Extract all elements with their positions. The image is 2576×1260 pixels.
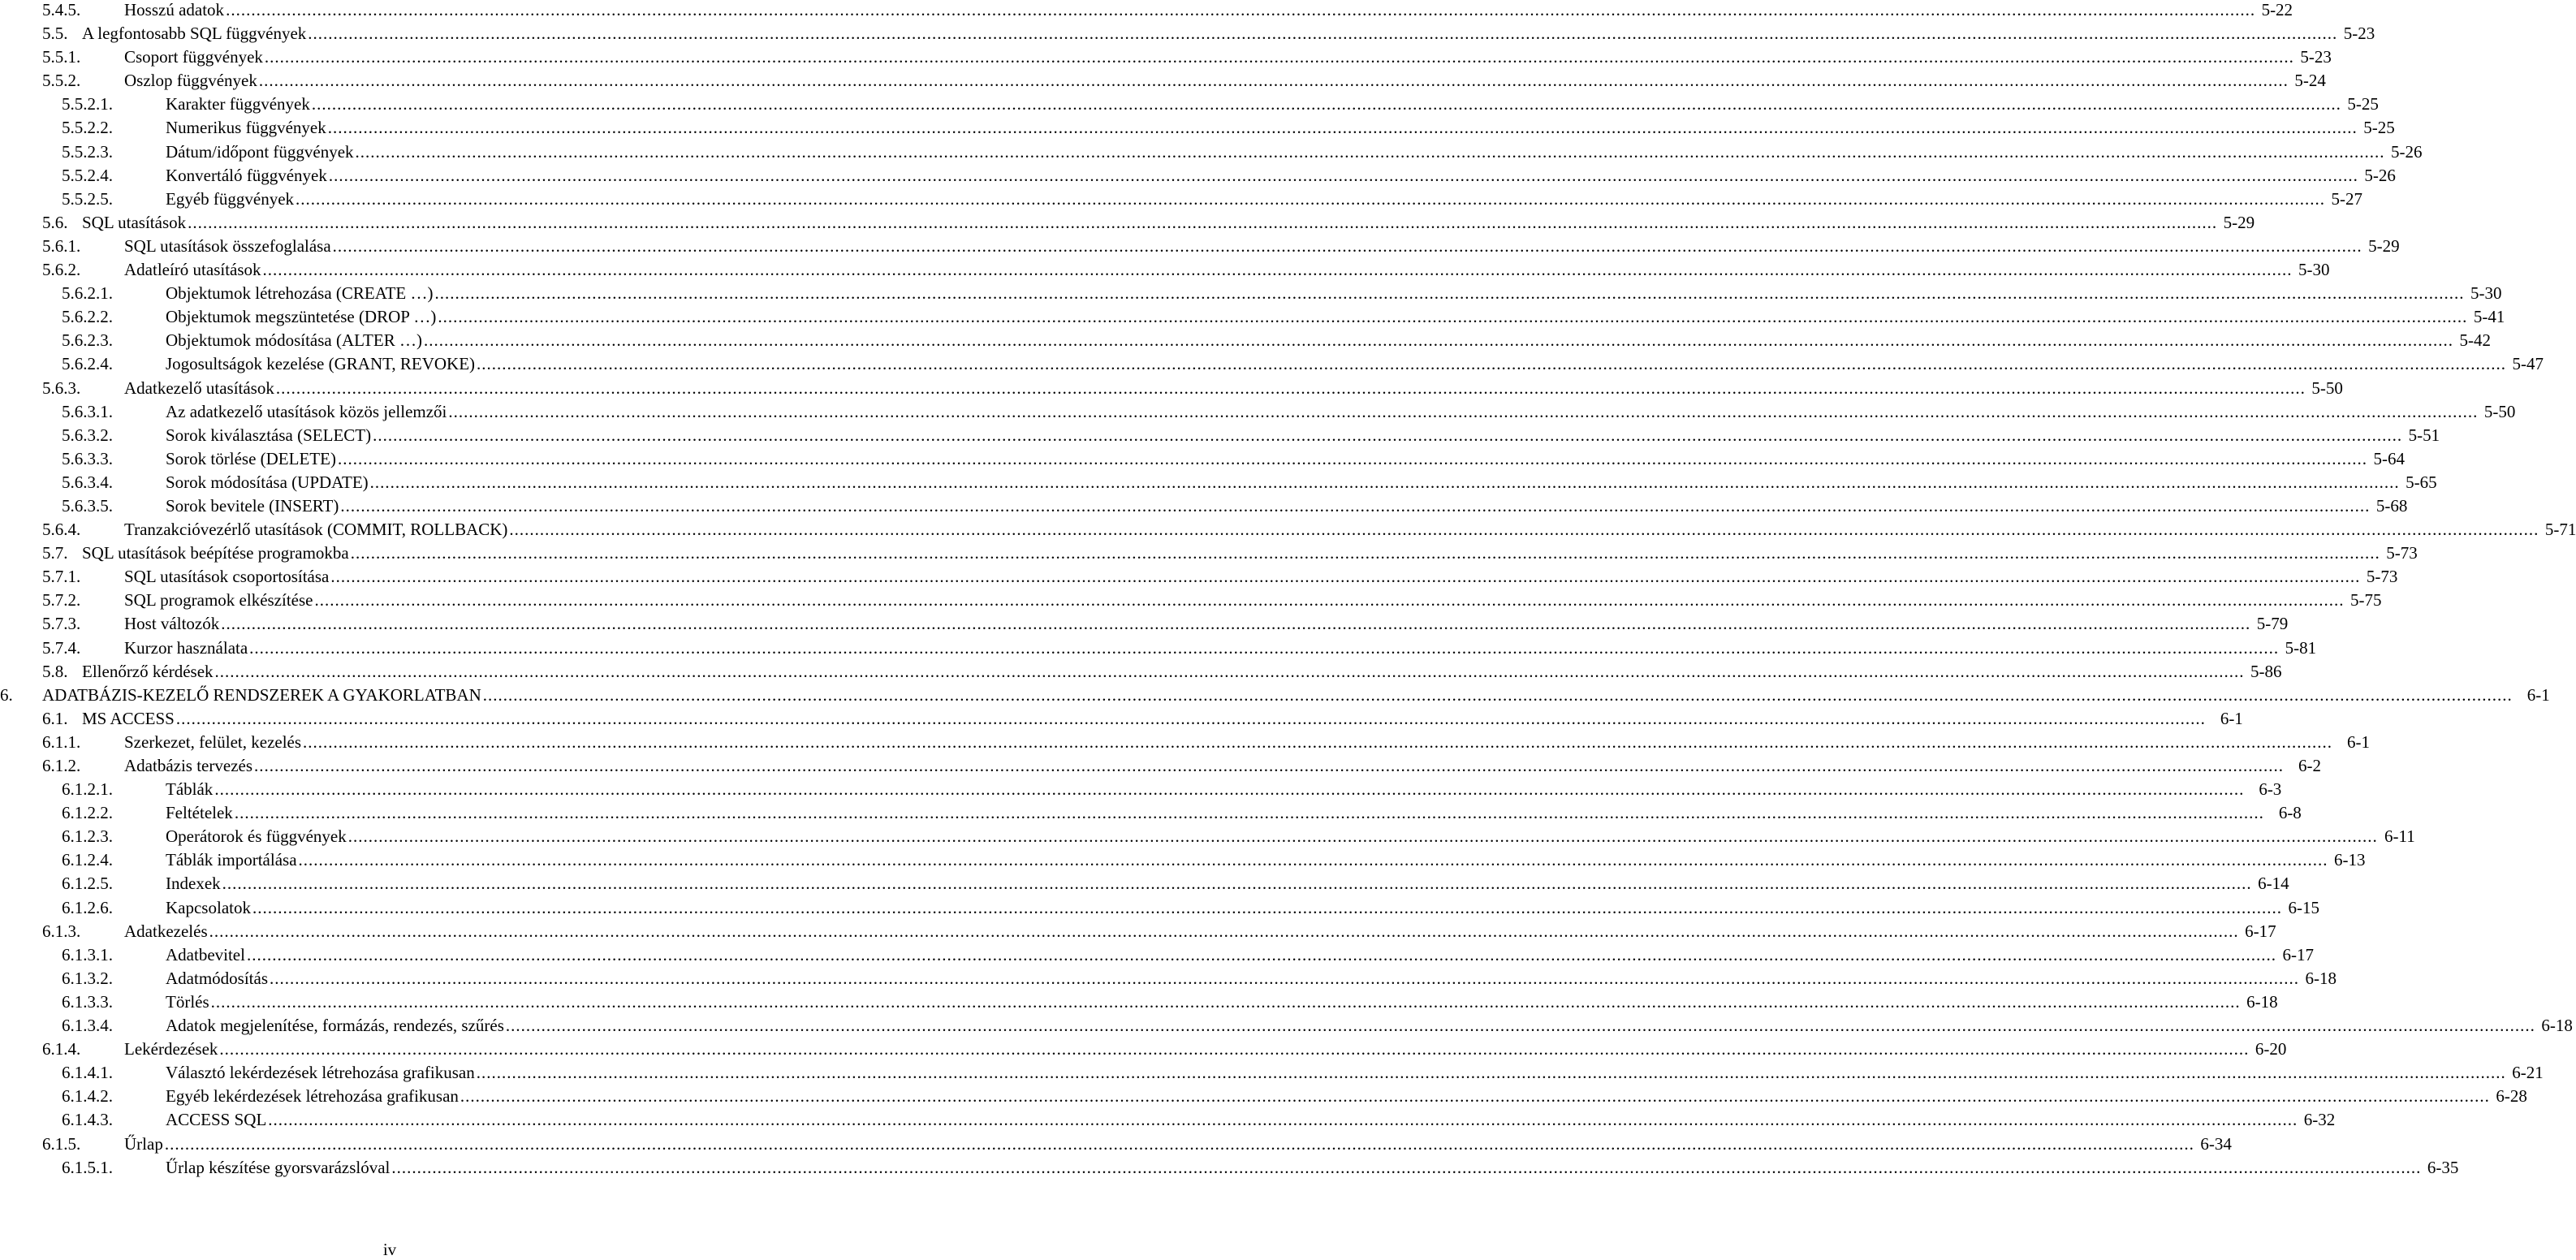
toc-entry-title: ACCESS SQL <box>166 1110 267 1130</box>
toc-entry-page: 6-15 <box>2288 897 2319 917</box>
toc-entry-number: 6.1.1. <box>42 731 81 752</box>
toc-entry[interactable] <box>0 141 2423 166</box>
toc-entry-page: 5-25 <box>2363 118 2395 138</box>
toc-entry-title: Adatkezelés <box>124 921 208 941</box>
dot-leader: ................................................................................................................................................................................................................................................................................................................................................................................................................ <box>270 968 2299 988</box>
toc-entry[interactable] <box>0 661 2282 685</box>
toc-entry-number: 5.6.3.3. <box>62 448 113 468</box>
toc-entry-number: 5.5.2.1. <box>62 94 113 114</box>
toc-entry-title: Operátorok és függvények <box>166 826 347 847</box>
toc-entry-page: 6-17 <box>2245 921 2276 941</box>
toc-entry[interactable] <box>0 921 2276 945</box>
dot-leader: ................................................................................................................................................................................................................................................................................................................................................................................................................ <box>275 378 2306 398</box>
toc-entry-title: Táblák importálása <box>166 850 297 870</box>
toc-entry[interactable] <box>0 543 2418 567</box>
toc-entry-title: Adatbevitel <box>166 944 245 964</box>
dot-leader: ................................................................................................................................................................................................................................................................................................................................................................................................................ <box>222 874 2252 894</box>
toc-entry-number: 6.1.3.3. <box>62 991 113 1012</box>
dot-leader: ................................................................................................................................................................................................................................................................................................................................................................................................................ <box>434 283 2465 304</box>
toc-entry[interactable] <box>0 330 2491 354</box>
toc-entry-title: Objektumok megszüntetése (DROP …) <box>166 307 437 327</box>
toc-entry[interactable] <box>0 756 2322 779</box>
toc-entry-number: 6.1.5.1. <box>62 1157 113 1177</box>
toc-entry-number: 6.1.4.2. <box>62 1086 113 1107</box>
toc-entry-number: 5.6.3. <box>42 378 81 398</box>
dot-leader: ................................................................................................................................................................................................................................................................................................................................................................................................................ <box>188 212 2218 232</box>
toc-entry-title: Hosszú adatok <box>124 0 225 19</box>
dot-leader: ................................................................................................................................................................................................................................................................................................................................................................................................................ <box>347 826 2378 847</box>
toc-entry-title: Törlés <box>166 991 209 1012</box>
toc-entry-page: 6-18 <box>2541 1016 2573 1036</box>
toc-entry-title: Űrlap <box>124 1133 163 1154</box>
toc-entry-page: 6-14 <box>2258 874 2289 894</box>
toc-entry-page: 5-22 <box>2261 0 2293 19</box>
toc-entry-page: 5-51 <box>2408 425 2440 445</box>
toc-entry-page: 6-1 <box>2220 708 2243 728</box>
toc-entry-page: 6-34 <box>2200 1133 2232 1154</box>
toc-entry-title: Konvertáló függvények <box>166 165 327 185</box>
toc-entry-number: 6.1. <box>42 708 68 728</box>
toc-entry-title: Az adatkezelő utasítások közös jellemzői <box>166 401 447 421</box>
dot-leader: ................................................................................................................................................................................................................................................................................................................................................................................................................ <box>234 803 2264 823</box>
dot-leader: ................................................................................................................................................................................................................................................................................................................................................................................................................ <box>448 401 2479 421</box>
toc-entry[interactable] <box>0 354 2544 378</box>
dot-leader: ................................................................................................................................................................................................................................................................................................................................................................................................................ <box>505 1016 2535 1036</box>
toc-entry-title: Karakter függvények <box>166 94 310 114</box>
toc-entry-title: Választó lekérdezések létrehozása grafikusan <box>166 1063 475 1083</box>
toc-entry-number: 5.5.2. <box>42 71 81 91</box>
toc-entry-number: 6.1.3.2. <box>62 968 113 988</box>
toc-entry-page: 6-2 <box>2298 756 2322 775</box>
toc-entry-number: 6.1.4.1. <box>62 1063 113 1083</box>
dot-leader: ................................................................................................................................................................................................................................................................................................................................................................................................................ <box>460 1086 2490 1107</box>
toc-entry-page: 5-71 <box>2544 520 2576 540</box>
toc-entry-title: Kapcsolatok <box>166 897 251 917</box>
toc-entry-number: 5.6.2.1. <box>62 283 113 304</box>
dot-leader: ................................................................................................................................................................................................................................................................................................................................................................................................................ <box>252 897 2282 917</box>
toc-entry[interactable] <box>0 24 2375 47</box>
toc-entry-number: 6.1.2.2. <box>62 803 113 823</box>
toc-entry[interactable] <box>0 520 2576 543</box>
toc-entry-number: 5.6.3.2. <box>62 425 113 445</box>
toc-entry-page: 6-1 <box>2347 731 2371 752</box>
toc-entry[interactable] <box>0 0 2293 24</box>
toc-entry-page: 6-32 <box>2303 1110 2336 1130</box>
dot-leader: ................................................................................................................................................................................................................................................................................................................................................................................................................ <box>369 472 2400 492</box>
toc-entry-page: 5-47 <box>2512 354 2544 374</box>
dot-leader: ................................................................................................................................................................................................................................................................................................................................................................................................................ <box>438 307 2468 327</box>
toc-entry-title: SQL utasítások összefoglalása <box>124 235 331 256</box>
toc-entry-title: Adatmódosítás <box>166 968 268 988</box>
toc-entry-title: Adatkezelő utasítások <box>124 378 274 398</box>
dot-leader: ................................................................................................................................................................................................................................................................................................................................................................................................................ <box>391 1157 2422 1177</box>
dot-leader: ................................................................................................................................................................................................................................................................................................................................................................................................................ <box>328 165 2358 185</box>
toc-entry-title: SQL programok elkészítése <box>124 590 313 611</box>
dot-leader: ................................................................................................................................................................................................................................................................................................................................................................................................................ <box>337 448 2367 468</box>
toc-entry-page: 5-29 <box>2223 212 2255 232</box>
toc-entry-page: 6-1 <box>2526 684 2550 705</box>
toc-entry-title: SQL utasítások beépítése programokba <box>82 543 349 563</box>
toc-entry-number: 5.6.2.2. <box>62 307 113 327</box>
toc-entry-title: Feltételek <box>166 803 233 823</box>
toc-entry-number: 5.6.3.4. <box>62 472 113 492</box>
toc-entry-page: 5-25 <box>2347 94 2379 114</box>
toc-entry-number: 5.7.3. <box>42 614 81 634</box>
dot-leader: ................................................................................................................................................................................................................................................................................................................................................................................................................ <box>246 944 2276 964</box>
toc-entry-number: 6.1.3. <box>42 921 81 941</box>
toc-entry[interactable] <box>0 1133 2232 1158</box>
dot-leader: ................................................................................................................................................................................................................................................................................................................................................................................................................ <box>314 590 2345 611</box>
toc-entry[interactable] <box>0 495 2408 520</box>
toc-entry-page: 5-30 <box>2470 283 2502 304</box>
dot-leader: ................................................................................................................................................................................................................................................................................................................................................................................................................ <box>476 1063 2506 1083</box>
toc-entry[interactable] <box>0 378 2343 402</box>
toc-entry-title: A legfontosabb SQL függvények <box>82 24 307 44</box>
toc-entry-page: 5-41 <box>2473 307 2505 327</box>
toc-entry-number: 5.6.3.5. <box>62 495 113 516</box>
toc-entry[interactable] <box>0 118 2395 141</box>
toc-entry[interactable] <box>0 260 2330 283</box>
toc-entry[interactable] <box>0 1157 2459 1181</box>
dot-leader: ................................................................................................................................................................................................................................................................................................................................................................................................................ <box>332 235 2362 256</box>
toc-entry-title: Oszlop függvények <box>124 71 257 91</box>
toc-entry[interactable] <box>0 212 2255 236</box>
toc-entry-page: 6-18 <box>2246 991 2278 1012</box>
dot-leader: ................................................................................................................................................................................................................................................................................................................................................................................................................ <box>214 661 2245 681</box>
toc-entry-title: Sorok kiválasztása (SELECT) <box>166 425 372 445</box>
toc-entry[interactable] <box>0 307 2505 330</box>
toc-entry-title: Lekérdezések <box>124 1039 218 1059</box>
toc-entry[interactable] <box>0 614 2289 637</box>
toc-entry-page: 6-21 <box>2512 1063 2544 1083</box>
dot-leader: ................................................................................................................................................................................................................................................................................................................................................................................................................ <box>308 24 2338 44</box>
toc-entry-number: 5.7. <box>42 543 68 563</box>
toc-entry-number: 5.7.2. <box>42 590 81 611</box>
toc-entry[interactable] <box>0 637 2317 662</box>
toc-entry-page: 5-75 <box>2350 590 2382 611</box>
toc-entry[interactable] <box>0 803 2302 826</box>
dot-leader: ................................................................................................................................................................................................................................................................................................................................................................................................................ <box>509 520 2539 540</box>
toc-entry-title: Sorok törlése (DELETE) <box>166 448 336 468</box>
toc-entry[interactable] <box>0 425 2440 449</box>
toc-entry-page: 5-81 <box>2285 637 2317 658</box>
toc-entry-number: 6.1.3.1. <box>62 944 113 964</box>
dot-leader: ................................................................................................................................................................................................................................................................................................................................................................................................................ <box>268 1110 2298 1130</box>
toc-entry-title: Tranzakcióvezérlő utasítások (COMMIT, ROLLBACK) <box>124 520 508 540</box>
toc-entry[interactable] <box>0 874 2289 897</box>
toc-entry-page: 6-28 <box>2496 1086 2527 1107</box>
toc-entry-page: 5-86 <box>2250 661 2282 681</box>
toc-entry-page: 6-13 <box>2334 850 2366 870</box>
toc-entry[interactable] <box>0 897 2319 921</box>
toc-entry-title: Egyéb lekérdezések létrehozása grafikusan <box>166 1086 459 1107</box>
dot-leader: ................................................................................................................................................................................................................................................................................................................................................................................................................ <box>350 543 2380 563</box>
dot-leader: ................................................................................................................................................................................................................................................................................................................................................................................................................ <box>164 1133 2194 1154</box>
dot-leader: ................................................................................................................................................................................................................................................................................................................................................................................................................ <box>258 71 2289 91</box>
dot-leader: ................................................................................................................................................................................................................................................................................................................................................................................................................ <box>477 354 2507 374</box>
toc-entry-page: 5-50 <box>2311 378 2343 398</box>
toc-entry[interactable] <box>0 684 2550 709</box>
dot-leader: ................................................................................................................................................................................................................................................................................................................................................................................................................ <box>355 141 2385 162</box>
toc-entry[interactable] <box>0 1039 2287 1063</box>
toc-entry-title: SQL utasítások csoportosítása <box>124 567 330 587</box>
toc-entry-page: 6-18 <box>2305 968 2337 988</box>
toc-entry[interactable] <box>0 1110 2336 1133</box>
toc-entry[interactable] <box>0 731 2371 756</box>
toc-entry[interactable] <box>0 235 2400 260</box>
toc-entry-number: 5.5.2.2. <box>62 118 113 138</box>
toc-entry-number: 6.1.4.3. <box>62 1110 113 1130</box>
toc-entry-page: 5-79 <box>2256 614 2289 634</box>
toc-entry-number: 6.1.2.6. <box>62 897 113 917</box>
toc-entry-title: Sorok bevitele (INSERT) <box>166 495 339 516</box>
toc-entry-title: Indexek <box>166 874 221 894</box>
toc-entry-page: 6-8 <box>2278 803 2302 823</box>
dot-leader: ................................................................................................................................................................................................................................................................................................................................................................................................................ <box>249 637 2280 658</box>
toc-entry-title: Adatok megjelenítése, formázás, rendezés, szűrés <box>166 1016 504 1036</box>
toc-entry-number: 6. <box>0 684 13 705</box>
toc-entry-page: 5-23 <box>2300 47 2332 67</box>
dot-leader: ................................................................................................................................................................................................................................................................................................................................................................................................................ <box>311 94 2341 114</box>
toc-entry[interactable] <box>0 1016 2573 1039</box>
dot-leader: ................................................................................................................................................................................................................................................................................................................................................................................................................ <box>264 47 2294 67</box>
toc-entry[interactable] <box>0 47 2332 71</box>
toc-entry-number: 5.5.2.4. <box>62 165 113 185</box>
dot-leader: ................................................................................................................................................................................................................................................................................................................................................................................................................ <box>423 330 2453 351</box>
toc-entry-page: 5-42 <box>2459 330 2491 351</box>
dot-leader: ................................................................................................................................................................................................................................................................................................................................................................................................................ <box>214 779 2245 800</box>
toc-entry-number: 6.1.2. <box>42 756 81 775</box>
toc-entry-page: 6-35 <box>2427 1157 2459 1177</box>
toc-entry[interactable] <box>0 1086 2527 1110</box>
toc-entry-page: 6-20 <box>2255 1039 2287 1059</box>
toc-entry-number: 5.5.2.3. <box>62 141 113 162</box>
toc-entry-title: Egyéb függvények <box>166 188 295 209</box>
toc-entry-page: 5-26 <box>2364 165 2396 185</box>
toc-entry-number: 6.1.2.5. <box>62 874 113 894</box>
toc-entry[interactable] <box>0 188 2363 213</box>
toc-entry-number: 6.1.3.4. <box>62 1016 113 1036</box>
toc-entry-title: Táblák <box>166 779 214 800</box>
toc-entry-title: Ellenőrző kérdések <box>82 661 214 681</box>
toc-entry-title: Objektumok módosítása (ALTER …) <box>166 330 422 351</box>
toc-entry-page: 5-23 <box>2343 24 2375 44</box>
toc-entry-page: 6-3 <box>2259 779 2282 800</box>
toc-entry[interactable] <box>0 850 2366 874</box>
toc-entry[interactable] <box>0 708 2243 732</box>
toc-entry-title: MS ACCESS <box>82 708 175 728</box>
toc-entry-title: Numerikus függvények <box>166 118 326 138</box>
toc-entry[interactable] <box>0 472 2437 496</box>
toc-entry-page: 6-11 <box>2384 826 2415 847</box>
toc-entry-number: 5.4.5. <box>42 0 81 19</box>
toc-entry-number: 6.1.2.1. <box>62 779 113 800</box>
toc-entry-number: 5.6.2. <box>42 260 81 280</box>
toc-entry[interactable] <box>0 1063 2544 1086</box>
toc-entry-number: 5.6.2.3. <box>62 330 113 351</box>
toc-entry-number: 5.6.1. <box>42 235 81 256</box>
toc-entry-page: 5-65 <box>2406 472 2437 492</box>
toc-entry-number: 5.5.2.5. <box>62 188 113 209</box>
toc-entry-page: 5-50 <box>2483 401 2516 421</box>
dot-leader: ................................................................................................................................................................................................................................................................................................................................................................................................................ <box>373 425 2403 445</box>
toc-entry-page: 5-26 <box>2391 141 2423 162</box>
dot-leader: ................................................................................................................................................................................................................................................................................................................................................................................................................ <box>262 260 2293 280</box>
toc-entry[interactable] <box>0 826 2415 850</box>
dot-leader: ................................................................................................................................................................................................................................................................................................................................................................................................................ <box>340 495 2371 516</box>
toc-entry[interactable] <box>0 944 2314 969</box>
toc-entry[interactable] <box>0 779 2282 803</box>
toc-entry-number: 5.8. <box>42 661 68 681</box>
toc-entry-number: 6.1.2.4. <box>62 850 113 870</box>
toc-entry-page: 5-24 <box>2294 71 2326 91</box>
toc-entry-title: Jogosultságok kezelése (GRANT, REVOKE) <box>166 354 476 374</box>
toc-entry-number: 5.7.1. <box>42 567 81 587</box>
dot-leader: ................................................................................................................................................................................................................................................................................................................................................................................................................ <box>175 708 2206 728</box>
toc-entry-title: ADATBÁZIS-KEZELŐ RENDSZEREK A GYAKORLATBAN <box>42 684 481 705</box>
toc-entry-title: Kurzor használata <box>124 637 248 658</box>
toc-entry-number: 5.6.4. <box>42 520 81 540</box>
toc-entry-number: 5.5.1. <box>42 47 81 67</box>
dot-leader: ................................................................................................................................................................................................................................................................................................................................................................................................................ <box>298 850 2328 870</box>
dot-leader: ................................................................................................................................................................................................................................................................................................................................................................................................................ <box>221 614 2251 634</box>
toc-entry-title: Dátum/időpont függvények <box>166 141 354 162</box>
toc-entry-title: Adatleíró utasítások <box>124 260 261 280</box>
toc-entry-title: Adatbázis tervezés <box>124 756 253 775</box>
page-number: iv <box>382 1240 397 1259</box>
dot-leader: ................................................................................................................................................................................................................................................................................................................................................................................................................ <box>210 991 2241 1012</box>
toc-entry-number: 5.7.4. <box>42 637 81 658</box>
toc-entry-page: 5-29 <box>2368 235 2400 256</box>
toc-entry-title: Host változók <box>124 614 220 634</box>
dot-leader: ................................................................................................................................................................................................................................................................................................................................................................................................................ <box>209 921 2239 941</box>
dot-leader: ................................................................................................................................................................................................................................................................................................................................................................................................................ <box>219 1039 2250 1059</box>
dot-leader: ................................................................................................................................................................................................................................................................................................................................................................................................................ <box>303 731 2333 752</box>
dot-leader: ................................................................................................................................................................................................................................................................................................................................................................................................................ <box>254 756 2285 775</box>
toc-entry-title: Szerkezet, felület, kezelés <box>124 731 302 752</box>
toc-entry[interactable] <box>0 94 2379 118</box>
toc-entry-number: 6.1.5. <box>42 1133 81 1154</box>
toc-entry-number: 6.1.4. <box>42 1039 81 1059</box>
toc-entry-page: 5-73 <box>2366 567 2398 587</box>
toc-entry-page: 5-73 <box>2386 543 2418 563</box>
toc-entry-title: SQL utasítások <box>82 212 187 232</box>
toc-entry[interactable] <box>0 991 2278 1016</box>
toc-entry-number: 5.6.2.4. <box>62 354 113 374</box>
dot-leader: ................................................................................................................................................................................................................................................................................................................................................................................................................ <box>226 0 2256 19</box>
toc-entry-title: Sorok módosítása (UPDATE) <box>166 472 369 492</box>
toc-entry[interactable] <box>0 283 2502 307</box>
toc-entry[interactable] <box>0 71 2326 94</box>
toc-entry[interactable] <box>0 590 2382 614</box>
toc-entry[interactable] <box>0 448 2405 472</box>
toc-entry-page: 5-27 <box>2331 188 2363 209</box>
toc-entry[interactable] <box>0 567 2398 590</box>
toc-entry-page: 5-64 <box>2373 448 2405 468</box>
toc-entry-title: Objektumok létrehozása (CREATE …) <box>166 283 434 304</box>
dot-leader: ................................................................................................................................................................................................................................................................................................................................................................................................................ <box>296 188 2326 209</box>
toc-entry-title: Űrlap készítése gyorsvarázslóval <box>166 1157 390 1177</box>
toc-entry-page: 5-68 <box>2375 495 2408 516</box>
toc-entry-page: 5-30 <box>2298 260 2330 280</box>
toc-entry[interactable] <box>0 165 2396 189</box>
toc-entry-number: 5.6.3.1. <box>62 401 113 421</box>
toc-entry[interactable] <box>0 968 2337 992</box>
dot-leader: ................................................................................................................................................................................................................................................................................................................................................................................................................ <box>482 684 2513 705</box>
dot-leader: ................................................................................................................................................................................................................................................................................................................................................................................................................ <box>330 567 2361 587</box>
toc-entry-title: Csoport függvények <box>124 47 263 67</box>
toc-entry[interactable] <box>0 401 2516 425</box>
toc-entry-page: 6-17 <box>2282 944 2314 964</box>
dot-leader: ................................................................................................................................................................................................................................................................................................................................................................................................................ <box>327 118 2358 138</box>
toc-entry-number: 5.6. <box>42 212 68 232</box>
toc-entry-number: 6.1.2.3. <box>62 826 113 847</box>
toc-entry-number: 5.5. <box>42 24 68 44</box>
